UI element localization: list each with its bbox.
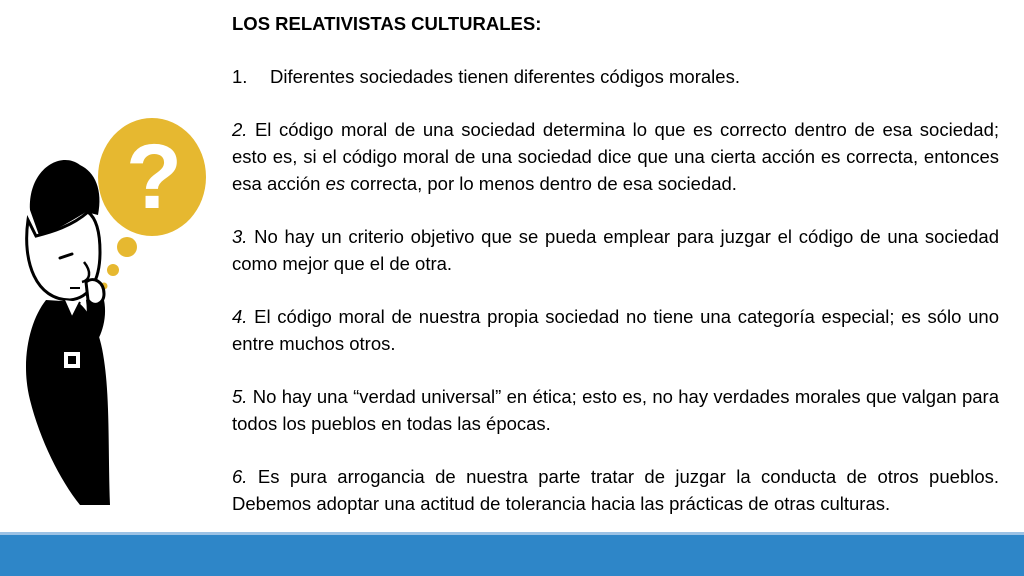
hand [86,280,104,305]
list-item-3 [232,223,999,277]
slide-title: LOS RELATIVISTAS CULTURALES: [232,13,542,34]
list-item-4 [232,303,999,357]
item-number: 2. [232,119,248,140]
list-item-6 [232,463,999,517]
badge-icon [64,352,80,368]
thinking-person-illustration [0,0,230,530]
thought-bubble [98,118,206,290]
list-item-1 [232,63,999,90]
item-number: 5. [232,386,248,407]
item-text: Es pura arrogancia de nuestra parte tratar de juzgar la conducta de otros pueblos. Debemos adoptar una actitud de tolerancia hacia las prácticas de otras culturas. [232,466,999,514]
list-item-5 [232,383,999,437]
item-text: correcta, por lo menos dentro de esa sociedad. [345,173,737,194]
item-number: 3. [232,226,248,247]
item-emphasis: es [325,173,346,194]
item-number: 6. [232,466,248,487]
item-text: Diferentes sociedades tienen diferentes códigos morales. [270,66,740,87]
list-item-2 [232,116,999,197]
question-mark-icon: ? [125,126,183,228]
item-text: El código moral de una sociedad determina lo que es correcto dentro de esa sociedad; esto es, si el código moral de una sociedad dice que una cierta acción es correcta, entonces esa acción [232,119,999,194]
item-text: No hay un criterio objetivo que se pueda emplear para juzgar el código de una sociedad como mejor que el de otra. [232,226,999,274]
item-text: El código moral de nuestra propia sociedad no tiene una categoría especial; es sólo uno entre muchos otros. [232,306,999,354]
item-number: 4. [232,306,248,327]
slide-content [232,10,999,517]
item-text: No hay una “verdad universal” en ética; esto es, no hay verdades morales que valgan para todos los pueblos en todas las épocas. [232,386,999,434]
item-number: 1. [232,66,248,87]
footer-bar [0,535,1024,576]
